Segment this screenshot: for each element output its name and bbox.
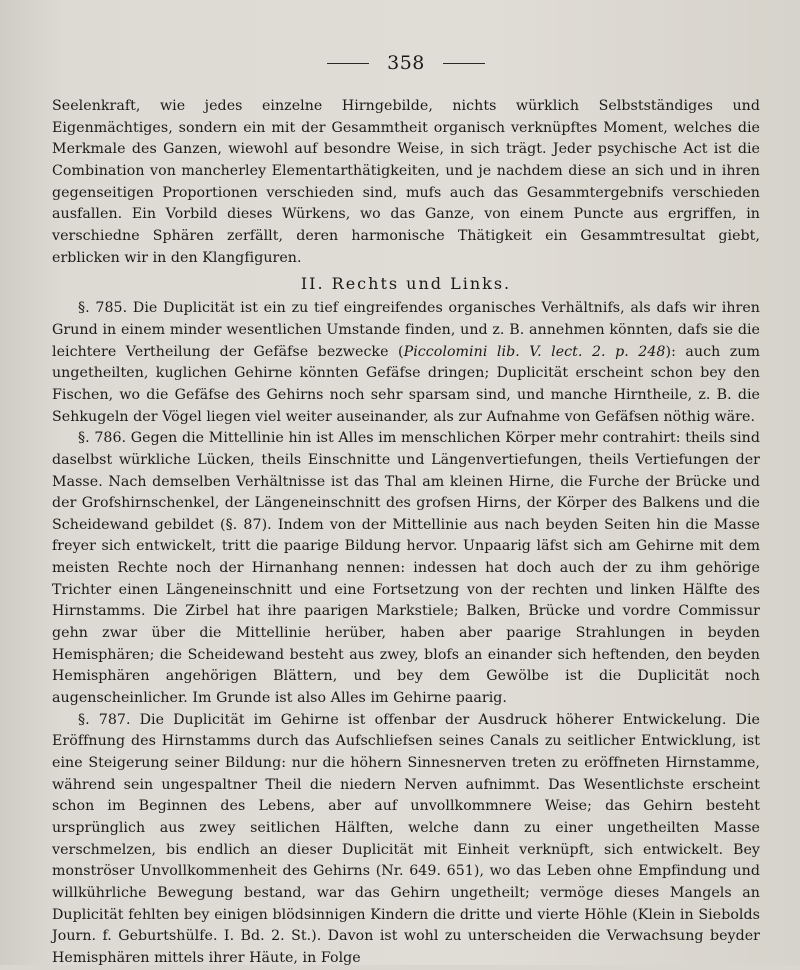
paragraph-785-end: ): auch zum ungetheilten, kuglichen Gehirne könnten Gefäfse dringen; Duplicität erscheint schon bey den Fischen, wo die Gefäfse des Gehirns noch sehr sparsam sind, und manche Hirntheile, z. B. die Sehkugeln der Vögel liegen viel weiter auseinander, als zur Aufnahme von Gefäfsen nöthig wäre. bbox=[52, 343, 760, 425]
paragraph-787: §. 787. Die Duplicität im Gehirne ist offenbar der Ausdruck höherer Entwickelung. Die Eröffnung des Hirnstamms durch das Aufschliefsen seines Canals zu seitlicher Entwicklung, ist eine Steigerung seiner Bildung: nur die höhern Sinnesnerven treten zu eröffneten Hirnstamme, während sein ungespaltner Theil die niedern Nerven aufnimmt. Das Wesentlichste erscheint schon im Beginnen des Lebens, aber auf unvollkommnere Weise; das Gehirn besteht ursprünglich aus zwey seitlichen Hälften, welche dann zu einer ungetheilten Masse verschmelzen, bis endlich an dieser Duplicität mit Einheit verknüpft, sich entwickelt. Bey monströser Unvollkommenheit des Gehirns (Nr. 649. 651), wo das Leben ohne Empfindung und willkührliche Bewegung bestand, war das Gehirn ungetheilt; vermöge dieses Mangels an Duplicität fehlten bey einigen blödsinnigen Kindern die dritte und vierte Höhle (Klein in Siebolds Journ. f. Geburtshülfe. I. Bd. 2. St.). Davon ist wohl zu unterscheiden die Verwachsung beyder Hemisphären mittels ihrer Häute, in Folge bbox=[52, 711, 760, 966]
body-text bbox=[52, 96, 760, 970]
header-rule-right bbox=[443, 63, 485, 64]
paragraph-785 bbox=[52, 298, 760, 428]
header-rule-left bbox=[327, 63, 369, 64]
section-heading: II. Rechts und Links. bbox=[300, 274, 512, 294]
page-header bbox=[52, 50, 760, 76]
citation: Piccolomini lib. V. lect. 2. p. 248 bbox=[403, 343, 666, 360]
page-number: 358 bbox=[387, 52, 425, 74]
paragraph-continuation: Seelenkraft, wie jedes einzelne Hirngebilde, nichts würklich Selbstständiges und Eigenmächtiges, sondern ein mit der Gesammtheit organisch verknüpftes Moment, welches die Merkmale des Ganzen, wiewohl auf besondre Weise, in sich trägt. Jeder psychische Act ist die Combination von mancherley Elementarthätigkeiten, und je nachdem diese an sich und in ihren gegenseitigen Proportionen verschieden sind, mufs auch das Gesammtergebnifs verschieden ausfallen. Ein Vorbild dieses Würkens, wo das Ganze, von einem Puncte aus ergriffen, in verschiedne Sphären zerfällt, deren harmonische Thätigkeit ein Gesammtresultat giebt, erblicken wir in den Klangfiguren. bbox=[52, 98, 760, 266]
paragraph-785-start: §. 785. Die Duplicität ist ein zu tief eingreifendes organisches Verhältnifs, als dafs wir ihren Grund in einem minder wesentlichen Umstande finden, und z. B. annehmen könnten, dafs sie die leichtere Vertheilung der Gefäfse bezwecke ( bbox=[52, 300, 760, 360]
paragraph-786: §. 786. Gegen die Mittellinie hin ist Alles im menschlichen Körper mehr contrahirt: theils sind daselbst würkliche Lücken, theils Einschnitte und Längenvertiefungen, theils Vertiefungen der Masse. Nach demselben Verhältnisse ist das Thal am kleinen Hirne, die Furche der Brücke und der Grofshirnschenkel, der Längeneinschnitt des grofsen Hirns, der Körper des Balkens und die Scheidewand gebildet (§. 87). Indem von der Mittellinie aus nach beyden Seiten hin die Masse freyer sich entwickelt, tritt die paarige Bildung hervor. Unpaarig läfst sich am Gehirne mit dem meisten Rechte noch der Hirnanhang nennen: indessen hat doch auch der zu ihm gehörige Trichter einen Längeneinschnitt und eine Fortsetzung von der rechten und linken Hälfte des Hirnstamms. Die Zirbel hat ihre paarigen Markstiele; Balken, Brücke und vordre Commissur gehn zwar über die Mittellinie herüber, haben aber paarige Strahlungen in beyden Hemisphären; die Scheidewand besteht aus zwey, blofs an einander sich heftenden, den beyden Hemisphären angehörigen Blättern, und bey dem Gewölbe ist die Duplicität noch augenscheinlicher. Im Grunde ist also Alles im Gehirne paarig. bbox=[52, 430, 760, 707]
